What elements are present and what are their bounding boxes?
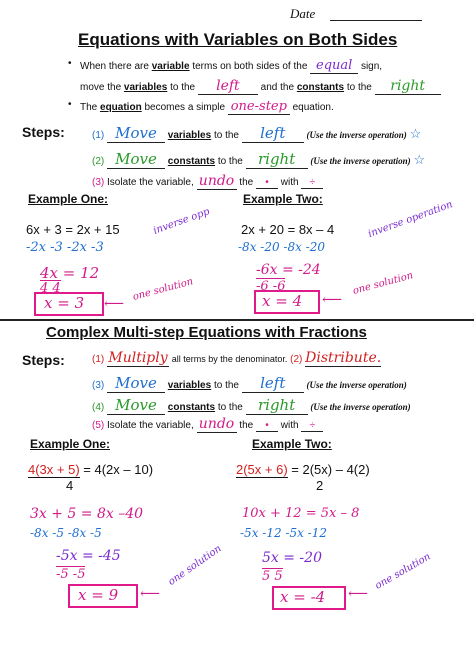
bullet-dot-2: • [68, 99, 72, 110]
step-3: (3) Isolate the variable, undo the • with ÷ [92, 173, 323, 190]
s1-ex2-eq2b: -6 -6 [256, 279, 286, 294]
s2-ex1-den: 4 [66, 478, 74, 493]
s1-ex1-note2: one solution [131, 276, 195, 303]
star-icon-2: ☆ [413, 152, 426, 167]
s2-ex2-note: one solution [373, 551, 433, 592]
fill-left: left [198, 78, 258, 95]
date-label: Date [290, 6, 316, 21]
s2-ex1-eq2: 3x + 5 = 8x –40 [30, 506, 144, 522]
s1-ex1-eq2b: 4 4 [40, 281, 61, 296]
fill-right: right [375, 78, 441, 95]
fill-one-step: one-step [228, 99, 290, 115]
steps-label-2: Steps: [22, 352, 65, 368]
star-icon: ☆ [409, 126, 422, 141]
arrow-left-icon: ⟵ [104, 296, 125, 312]
s2-ex1-eq1: 4(3x + 5) = 4(2x – 10) [28, 462, 154, 477]
fill-equal: equal [310, 58, 358, 74]
s1-ex2-work1: -8x -20 -8x -20 [238, 240, 326, 254]
s2-step-4: (4) Move constants to the right (Use the inverse operation) [92, 396, 411, 414]
date-field[interactable] [330, 20, 422, 21]
s1-ex1-answer: x = 3 [44, 294, 85, 312]
section-divider [0, 319, 474, 321]
steps-label-1: Steps: [22, 124, 65, 140]
s2-ex2-eq3b: 5 5 [262, 569, 283, 584]
step-1: (1) Move variables to the left (Use the inverse operation) ☆ [92, 124, 422, 142]
s2-ex2-den: 2 [316, 478, 324, 493]
s2-example-one-title: Example One: [30, 437, 111, 451]
bullet2-line: The equation becomes a simple one-step equation. [80, 99, 334, 114]
bullet1-line1: When there are variable terms on both sides of the equal sign, [80, 58, 383, 73]
s2-ex1-eq3b: -5 -5 [56, 567, 86, 582]
section1-title: Equations with Variables on Both Sides [78, 30, 398, 49]
s1-ex2-note2: one solution [351, 270, 415, 297]
s1-ex1-eq1: 6x + 3 = 2x + 15 [26, 222, 120, 237]
arrow-left-icon-3: ⟵ [140, 586, 161, 602]
section2-title: Complex Multi-step Equations with Fractions [46, 324, 367, 341]
s2-ex2-eq2: 10x + 12 = 5x – 8 [242, 506, 360, 521]
s2-ex2-eq3: 5x = -20 [262, 550, 322, 566]
step-2: (2) Move constants to the right (Use the inverse operation) ☆ [92, 150, 426, 168]
s1-ex2-note1: inverse operation [366, 199, 455, 240]
s1-example-two-title: Example Two: [243, 192, 323, 206]
arrow-left-icon-2: ⟵ [322, 292, 343, 308]
s1-ex1-note1: inverse opp [151, 206, 212, 237]
s2-ex2-answer: x = -4 [280, 588, 326, 606]
s2-ex1-note: one solution [166, 543, 224, 588]
s1-ex2-eq2: -6x = -24 [256, 262, 321, 278]
s1-ex2-eq1: 2x + 20 = 8x – 4 [241, 222, 335, 237]
s1-ex1-work1: -2x -3 -2x -3 [26, 240, 104, 255]
s2-ex2-eq1: 2(5x + 6) = 2(5x) – 4(2) [236, 462, 370, 477]
s1-example-one-title: Example One: [28, 192, 109, 206]
s2-step-1: (1) Multiply all terms by the denominator. (2) Distribute. [92, 350, 382, 366]
bullet-dot: • [68, 58, 72, 69]
s2-ex2-work: -5x -12 -5x -12 [240, 526, 328, 540]
arrow-left-icon-4: ⟵ [348, 586, 369, 602]
s1-ex1-eq2: 4x = 12 [40, 264, 100, 282]
s2-example-two-title: Example Two: [252, 437, 332, 451]
bullet1-line2: move the variables to the left and the constants to the right [80, 78, 441, 95]
s2-step-3: (3) Move variables to the left (Use the inverse operation) [92, 374, 407, 392]
s2-ex1-answer: x = 9 [78, 586, 119, 604]
s2-ex1-work: -8x -5 -8x -5 [30, 526, 102, 540]
s1-ex2-answer: x = 4 [262, 292, 303, 310]
s2-ex1-eq3: -5x = -45 [56, 548, 121, 564]
s2-step-5: (5) Isolate the variable, undo the • with ÷ [92, 416, 323, 433]
